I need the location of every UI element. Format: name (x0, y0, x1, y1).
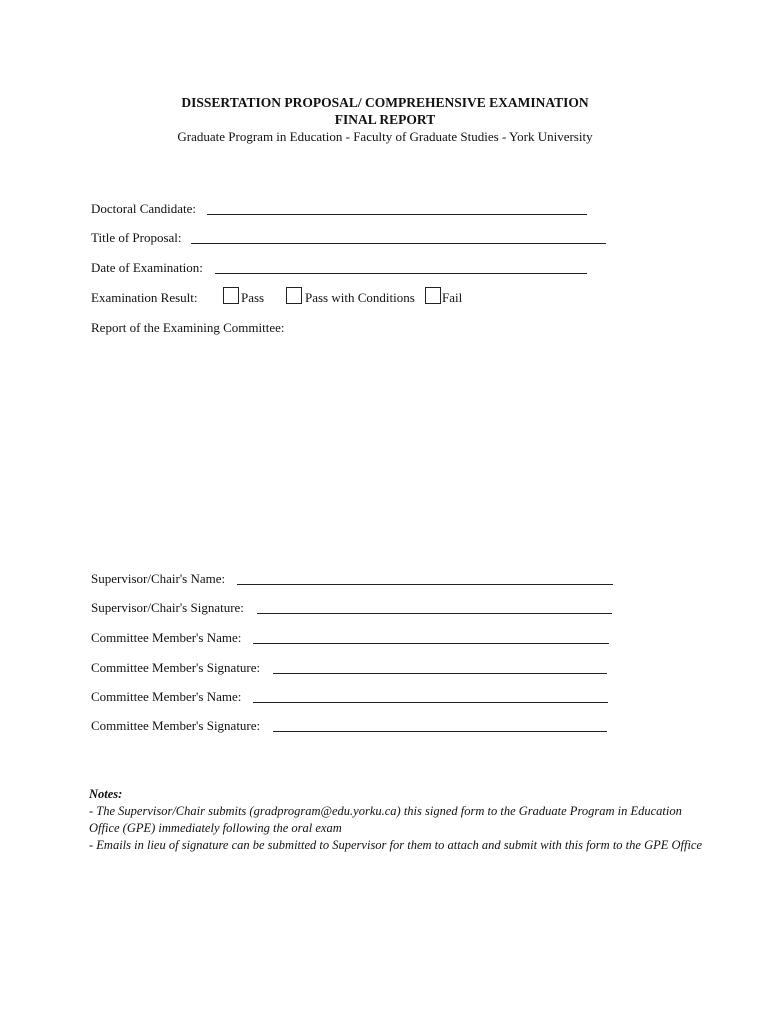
exam-date-label: Date of Examination: (91, 260, 203, 275)
member2-signature-field[interactable] (273, 731, 607, 732)
member2-name-field[interactable] (253, 702, 608, 703)
fail-option-label: Fail (442, 290, 463, 305)
pass-with-conditions-checkbox[interactable] (286, 287, 302, 304)
notes-heading: Notes: (89, 787, 123, 801)
notes-section (89, 786, 709, 854)
supervisor-name-label: Supervisor/Chair's Name: (91, 571, 226, 586)
supervisor-name-field[interactable] (237, 584, 613, 585)
note-item: - The Supervisor/Chair submits (gradprogram@edu.yorku.ca) this signed form to the Graduate Program in Education Office (GPE) immediately following the oral exam (89, 804, 682, 835)
exam-date-field[interactable] (215, 273, 587, 274)
form-subtitle: Graduate Program in Education - Faculty of Graduate Studies - York University (177, 129, 593, 144)
candidate-label: Doctoral Candidate: (91, 201, 197, 216)
pass-with-conditions-option-label: Pass with Conditions (305, 290, 415, 305)
candidate-field[interactable] (207, 214, 587, 215)
pass-option-label: Pass (241, 290, 265, 305)
report-label: Report of the Examining Committee: (91, 320, 285, 335)
member1-name-field[interactable] (253, 643, 609, 644)
member2-name-label: Committee Member's Name: (91, 689, 242, 704)
member1-signature-label: Committee Member's Signature: (91, 660, 261, 675)
proposal-title-field[interactable] (191, 243, 606, 244)
note-item: - Emails in lieu of signature can be submitted to Supervisor for them to attach and submit with this form to the GPE Office (89, 838, 703, 852)
result-label: Examination Result: (91, 290, 198, 305)
pass-checkbox[interactable] (223, 287, 239, 304)
member1-name-label: Committee Member's Name: (91, 630, 242, 645)
supervisor-signature-field[interactable] (257, 613, 612, 614)
form-title-line1: DISSERTATION PROPOSAL/ COMPREHENSIVE EXAMINATION (181, 95, 589, 110)
member2-signature-label: Committee Member's Signature: (91, 718, 261, 733)
form-title-line2: FINAL REPORT (334, 112, 436, 127)
fail-checkbox[interactable] (425, 287, 441, 304)
report-area[interactable] (91, 340, 681, 560)
supervisor-signature-label: Supervisor/Chair's Signature: (91, 600, 244, 615)
member1-signature-field[interactable] (273, 673, 607, 674)
proposal-title-label: Title of Proposal: (91, 230, 182, 245)
